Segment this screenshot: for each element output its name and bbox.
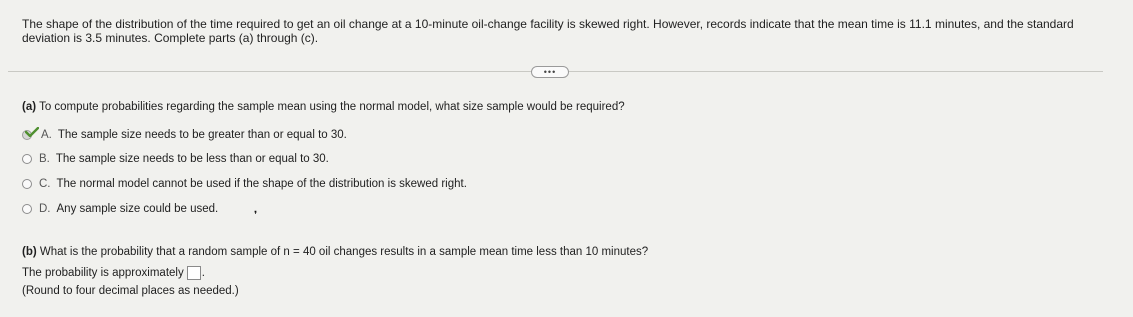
part-b-answer-line (22, 266, 205, 280)
option-d-letter: D. (39, 203, 51, 215)
part-b-label: (b) (22, 246, 37, 258)
part-a-question (22, 101, 625, 113)
probability-answer-input[interactable] (187, 266, 201, 280)
option-c[interactable] (22, 177, 722, 191)
sample-size-value: 40 (302, 246, 316, 258)
option-c-text: The normal model cannot be used if the shape of the distribution is skewed right. (56, 178, 467, 190)
option-a-selected-radio[interactable] (22, 129, 40, 141)
part-a-question-text: To compute probabilities regarding the sample mean using the normal model, what size sample would be required? (39, 101, 625, 113)
part-a-label: (a) (22, 101, 37, 113)
problem-statement: The shape of the distribution of the time required to get an oil change at a 10-minute oil-change facility is skewed right. However, records indicate that the mean time is 11.1 minutes, and the standard deviation is 3.5 minutes. Complete parts (a) through (c). (22, 17, 1074, 45)
option-c-letter: C. (39, 178, 51, 190)
answer-prefix: The probability is approximately (22, 267, 184, 279)
part-b-question-end: oil changes results in a sample mean time less than 10 minutes? (315, 246, 649, 258)
option-b[interactable] (22, 152, 722, 166)
answer-suffix: . (201, 267, 205, 279)
option-b-text: The sample size needs to be less than or equal to 30. (55, 153, 329, 165)
option-d[interactable] (22, 202, 722, 216)
part-b-question-start: What is the probability that a random sample of n (39, 246, 290, 258)
option-a-letter: A. (41, 129, 52, 141)
part-b-question (22, 246, 648, 258)
option-a-text: The sample size needs to be greater than or equal to 30. (57, 129, 347, 141)
option-a[interactable] (22, 128, 722, 142)
option-d-text: Any sample size could be used. (56, 203, 219, 215)
rounding-instruction: (Round to four decimal places as needed.) (22, 285, 239, 297)
equals-sign: = (289, 246, 303, 258)
option-d-radio[interactable] (22, 204, 32, 214)
mouse-cursor-icon: ❜ (254, 210, 258, 221)
option-b-letter: B. (39, 153, 50, 165)
option-c-radio[interactable] (22, 179, 32, 189)
expand-more-button[interactable]: ••• (531, 66, 569, 78)
option-b-radio[interactable] (22, 154, 32, 164)
checkmark-icon (25, 127, 39, 137)
